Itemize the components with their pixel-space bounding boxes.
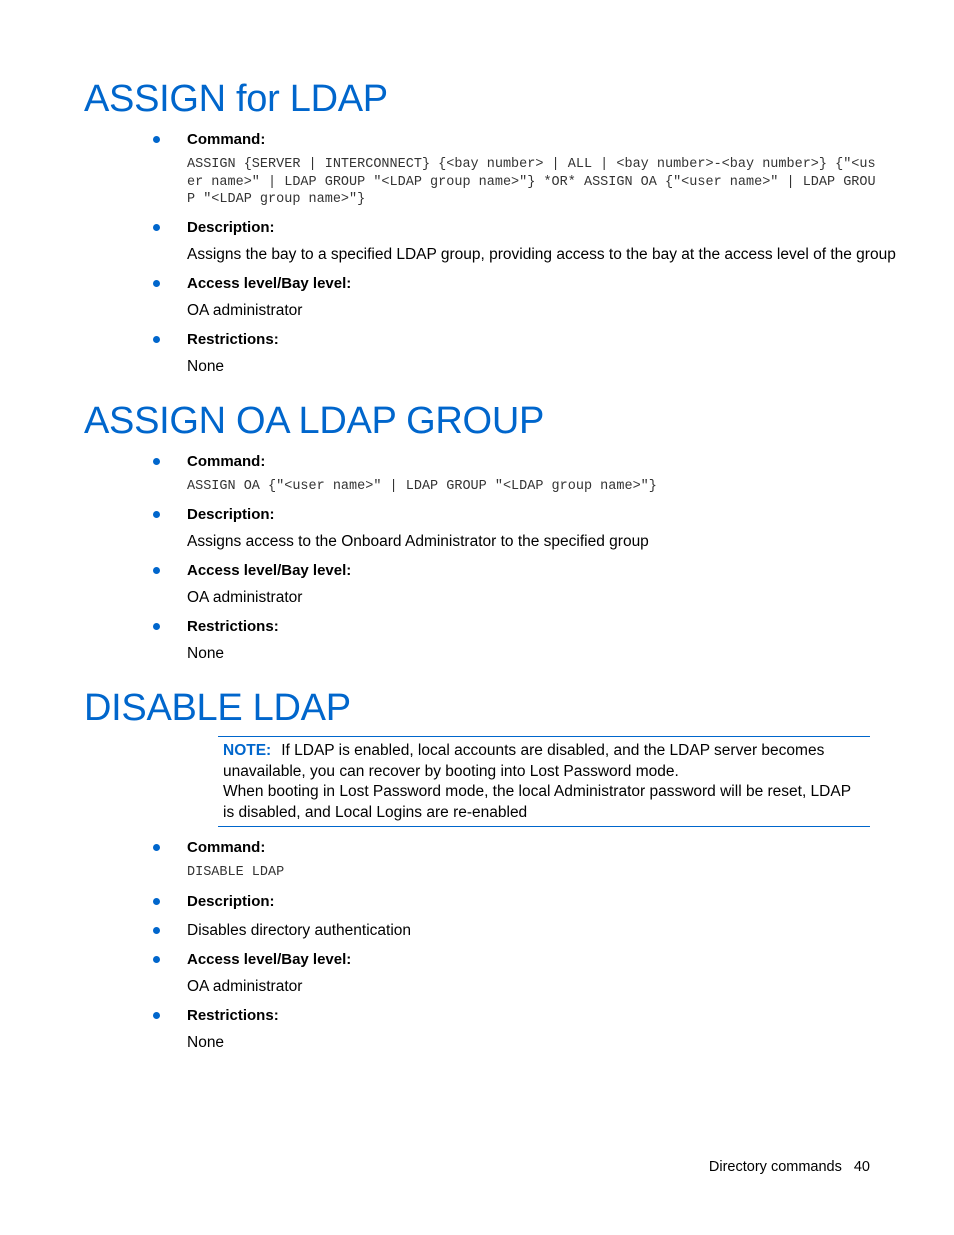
- note-paragraph: [223, 741, 864, 782]
- description-label: Description:: [187, 219, 275, 236]
- bullet-icon: [153, 927, 160, 934]
- access-label: Access level/Bay level:: [187, 275, 352, 292]
- bullet-icon: [153, 1012, 160, 1019]
- command-text: DISABLE LDAP: [187, 865, 285, 880]
- description-text: Disables directory authentication: [187, 922, 412, 939]
- restrictions-label: Restrictions:: [187, 331, 279, 348]
- restrictions-label: Restrictions:: [187, 618, 279, 635]
- bullet-icon: [153, 511, 160, 518]
- bullet-icon: [153, 136, 160, 143]
- command-label: Command:: [187, 453, 266, 470]
- page-number: 40: [853, 1159, 870, 1175]
- bullet-icon: [153, 844, 160, 851]
- restrictions-text: None: [187, 1034, 225, 1051]
- section-title: DISABLE LDAP: [84, 687, 351, 729]
- bullet-icon: [153, 898, 160, 905]
- page-footer: [709, 1159, 870, 1175]
- access-text: OA administrator: [187, 589, 303, 606]
- command-text: ASSIGN {SERVER | INTERCONNECT} {<bay number> | ALL | <bay number>-<bay number>} {"<user name>" | LDAP GROUP "<LDAP group name>"} *OR* ASSIGN OA {"<user name>" | LDAP GROUP "<LDAP group name>"}: [187, 157, 876, 207]
- section-title: ASSIGN OA LDAP GROUP: [84, 400, 545, 442]
- command-label: Command:: [187, 839, 266, 856]
- bullet-icon: [153, 567, 160, 574]
- note-paragraph: When booting in Lost Password mode, the local Administrator password will be reset, LDAP is disabled, and Local Logins are re-enabled: [223, 783, 851, 821]
- bullet-icon: [153, 280, 160, 287]
- description-text: Assigns access to the Onboard Administrator to the specified group: [187, 533, 649, 550]
- description-label: Description:: [187, 893, 275, 910]
- note-text: If LDAP is enabled, local accounts are disabled, and the LDAP server becomes unavailable, you can recover by booting into Lost Password mode.: [223, 742, 825, 780]
- note-label: NOTE:: [223, 742, 272, 759]
- note-box: [218, 736, 870, 827]
- access-label: Access level/Bay level:: [187, 562, 352, 579]
- access-text: OA administrator: [187, 302, 303, 319]
- restrictions-text: None: [187, 645, 225, 662]
- description-text: Assigns the bay to a specified LDAP group, providing access to the bay at the access level of the group: [187, 246, 896, 263]
- restrictions-text: None: [187, 358, 225, 375]
- access-text: OA administrator: [187, 978, 303, 995]
- access-label: Access level/Bay level:: [187, 951, 352, 968]
- bullet-icon: [153, 458, 160, 465]
- section-title: ASSIGN for LDAP: [84, 78, 388, 120]
- bullet-icon: [153, 956, 160, 963]
- bullet-icon: [153, 224, 160, 231]
- restrictions-label: Restrictions:: [187, 1007, 279, 1024]
- command-label: Command:: [187, 131, 266, 148]
- footer-section-name: Directory commands: [708, 1159, 842, 1175]
- bullet-icon: [153, 623, 160, 630]
- bullet-icon: [153, 336, 160, 343]
- description-label: Description:: [187, 506, 275, 523]
- command-text: ASSIGN OA {"<user name>" | LDAP GROUP "<LDAP group name>"}: [187, 479, 657, 494]
